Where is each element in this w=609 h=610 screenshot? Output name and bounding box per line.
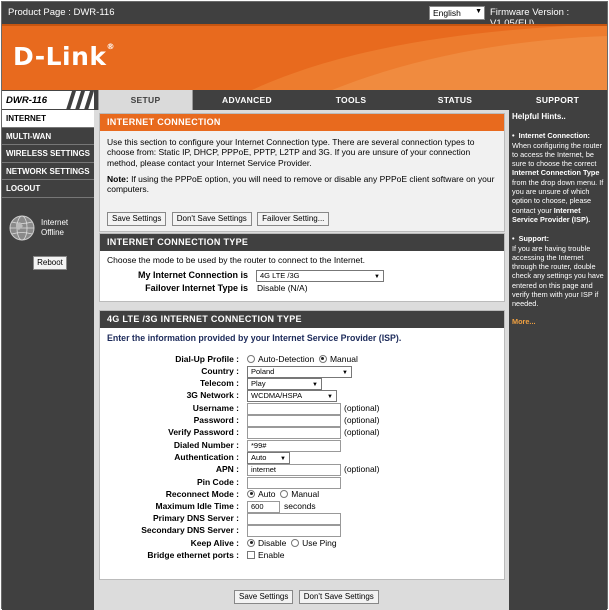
bridge-ports-option	[247, 550, 284, 560]
sidebar-item-internet[interactable]: INTERNET	[2, 110, 94, 128]
failover-type-value: Disable (N/A)	[257, 283, 308, 293]
brand-banner	[2, 24, 607, 90]
keep-alive-disable-radio[interactable]	[247, 539, 255, 547]
keep-alive-label: Keep Alive :	[190, 538, 239, 548]
connection-type-select[interactable]	[256, 270, 384, 282]
dialed-number-label: Dialed Number :	[173, 440, 239, 450]
internet-status	[41, 218, 68, 238]
authentication-select[interactable]	[247, 452, 290, 464]
chevron-down-icon: ▼	[327, 394, 333, 400]
router-admin-page	[1, 1, 608, 609]
telecom-value: Play	[251, 379, 266, 388]
username-optional: (optional)	[344, 403, 380, 413]
hint-internet-connection: • Internet Connection: When configuring the router to access the Internet, be sure to choose the correct Internet Connection Type from the drop down menu. If you are unsure of which option to choose, please contact your Internet Service Provider (ISP).	[512, 131, 604, 224]
footer-button-row	[234, 590, 382, 604]
dialup-manual-radio[interactable]	[319, 355, 327, 363]
keep-alive-options	[247, 538, 337, 548]
internet-status-line1: Internet	[41, 218, 69, 227]
pin-code-label: Pin Code :	[196, 477, 239, 487]
tab-advanced[interactable]: ADVANCED	[222, 95, 272, 105]
3g-network-value: WCDMA/HSPA	[251, 391, 303, 400]
keep-alive-ping-label: Use Ping	[302, 538, 337, 548]
authentication-label: Authentication :	[174, 452, 239, 462]
pppoe-note: Note: If using the PPPoE option, you will need to remove or disable any PPPoE client software on your computers.	[107, 173, 495, 195]
section-title: INTERNET CONNECTION	[100, 114, 504, 131]
telecom-select[interactable]	[247, 378, 322, 390]
sidebar	[2, 110, 94, 610]
reconnect-mode-label: Reconnect Mode :	[165, 489, 239, 499]
chevron-down-icon: ▼	[475, 8, 482, 15]
section-title: INTERNET CONNECTION TYPE	[100, 234, 504, 251]
section-intro: Choose the mode to be used by the router to connect to the Internet.	[107, 255, 366, 265]
section-title: 4G LTE /3G INTERNET CONNECTION TYPE	[100, 311, 504, 328]
verify-password-input[interactable]	[247, 427, 341, 439]
apn-label: APN :	[215, 464, 239, 474]
country-label: Country :	[201, 366, 239, 376]
secondary-dns-label: Secondary DNS Server :	[141, 525, 239, 535]
keep-alive-disable-label: Disable	[258, 538, 287, 548]
verify-password-label: Verify Password :	[168, 427, 239, 437]
password-input[interactable]	[247, 415, 341, 427]
reconnect-manual-label: Manual	[291, 489, 320, 499]
bridge-ports-label: Bridge ethernet ports :	[147, 550, 239, 560]
max-idle-time-input[interactable]: 600	[247, 501, 280, 513]
reconnect-auto-label: Auto	[258, 489, 276, 499]
reboot-button[interactable]: Reboot	[33, 256, 67, 270]
username-label: Username :	[192, 403, 239, 413]
max-idle-time-label: Maximum Idle Time :	[155, 501, 239, 511]
model-name: DWR-116	[6, 95, 47, 106]
dialup-auto-label: Auto-Detection	[258, 354, 315, 364]
model-label	[2, 90, 94, 110]
chevron-down-icon: ▼	[374, 274, 380, 280]
tab-support[interactable]: SUPPORT	[535, 95, 580, 105]
chevron-down-icon: ▼	[312, 382, 318, 388]
dont-save-settings-button[interactable]: Don't Save Settings	[172, 212, 252, 226]
main-content	[94, 110, 509, 610]
bridge-enable-label: Enable	[258, 550, 285, 560]
country-value: Poland	[251, 367, 275, 376]
tab-setup[interactable]: SETUP	[98, 90, 193, 110]
connection-type-value: 4G LTE /3G	[260, 271, 300, 280]
password-label: Password :	[193, 415, 239, 425]
footer-save-settings-button[interactable]: Save Settings	[234, 590, 293, 604]
chevron-down-icon: ▼	[342, 370, 348, 376]
sidebar-item-network-settings[interactable]: NETWORK SETTINGS	[2, 163, 94, 181]
lte-3g-section	[99, 310, 505, 580]
tab-tools[interactable]: TOOLS	[335, 95, 367, 105]
dialup-profile-options	[247, 354, 358, 364]
password-optional: (optional)	[344, 415, 380, 425]
dialup-auto-radio[interactable]	[247, 355, 255, 363]
3g-network-select[interactable]	[247, 390, 337, 402]
sidebar-item-multi-wan[interactable]: MULTI-WAN	[2, 128, 94, 146]
bridge-enable-checkbox[interactable]	[247, 551, 255, 559]
reconnect-auto-radio[interactable]	[247, 490, 255, 498]
section-intro: Enter the information provided by your Internet Service Provider (ISP).	[107, 333, 402, 343]
section-description: Use this section to configure your Internet Connection type. There are several connection types to choose from: Static IP, DHCP, PPPoE, PPTP, L2TP and 3G. If you are unsure of your connection method, please contact your Internet Service Provider.	[107, 137, 475, 168]
dialed-number-input[interactable]: *99#	[247, 440, 341, 452]
keep-alive-ping-radio[interactable]	[291, 539, 299, 547]
language-value: English	[433, 8, 461, 18]
country-select[interactable]	[247, 366, 352, 378]
3g-network-label: 3G Network :	[186, 390, 239, 400]
top-bar	[2, 2, 607, 24]
reconnect-manual-radio[interactable]	[280, 490, 288, 498]
pin-code-input[interactable]	[247, 477, 341, 489]
more-hints-link[interactable]: More...	[512, 316, 536, 326]
telecom-label: Telecom :	[199, 378, 239, 388]
my-connection-label: My Internet Connection is	[137, 270, 248, 280]
primary-dns-label: Primary DNS Server :	[153, 513, 239, 523]
secondary-dns-input[interactable]	[247, 525, 341, 537]
language-select[interactable]	[429, 6, 485, 20]
helpful-hints-panel	[509, 110, 607, 610]
tab-status[interactable]: STATUS	[437, 95, 473, 105]
dlink-logo: D-Link®	[13, 42, 116, 71]
authentication-value: Auto	[251, 453, 267, 462]
hint-support: • Support: If you are having trouble accessing the Internet through the router, double check any settings you have entered on this page and verify them with your ISP if needed.	[512, 234, 604, 309]
connection-type-section	[99, 233, 505, 302]
product-page-label: Product Page : DWR-116	[8, 7, 115, 18]
verify-password-optional: (optional)	[344, 427, 380, 437]
footer-dont-save-settings-button[interactable]: Don't Save Settings	[299, 590, 379, 604]
reconnect-mode-options	[247, 489, 319, 499]
slash-decoration-icon	[60, 91, 94, 110]
primary-dns-input[interactable]	[247, 513, 341, 525]
idle-time-unit: seconds	[284, 501, 316, 511]
globe-icon	[8, 214, 36, 242]
save-settings-button[interactable]: Save Settings	[107, 212, 166, 226]
dialup-profile-label: Dial-Up Profile :	[175, 354, 239, 364]
sidebar-item-logout[interactable]: LOGOUT	[2, 180, 94, 198]
hints-title: Helpful Hints..	[512, 112, 566, 121]
sidebar-item-wireless-settings[interactable]: WIRELESS SETTINGS	[2, 145, 94, 163]
apn-input[interactable]: internet	[247, 464, 341, 476]
firmware-version: Firmware Version :	[490, 7, 570, 18]
failover-setting-button[interactable]: Failover Setting...	[257, 212, 329, 226]
internet-connection-section	[99, 113, 505, 232]
failover-type-label: Failover Internet Type is	[145, 283, 248, 293]
internet-status-line2: Offline	[41, 228, 64, 237]
chevron-down-icon: ▼	[280, 456, 286, 462]
dialup-manual-label: Manual	[329, 354, 358, 364]
button-row	[107, 212, 332, 226]
username-input[interactable]	[247, 403, 341, 415]
apn-optional: (optional)	[344, 464, 380, 474]
main-tabs	[94, 90, 607, 110]
